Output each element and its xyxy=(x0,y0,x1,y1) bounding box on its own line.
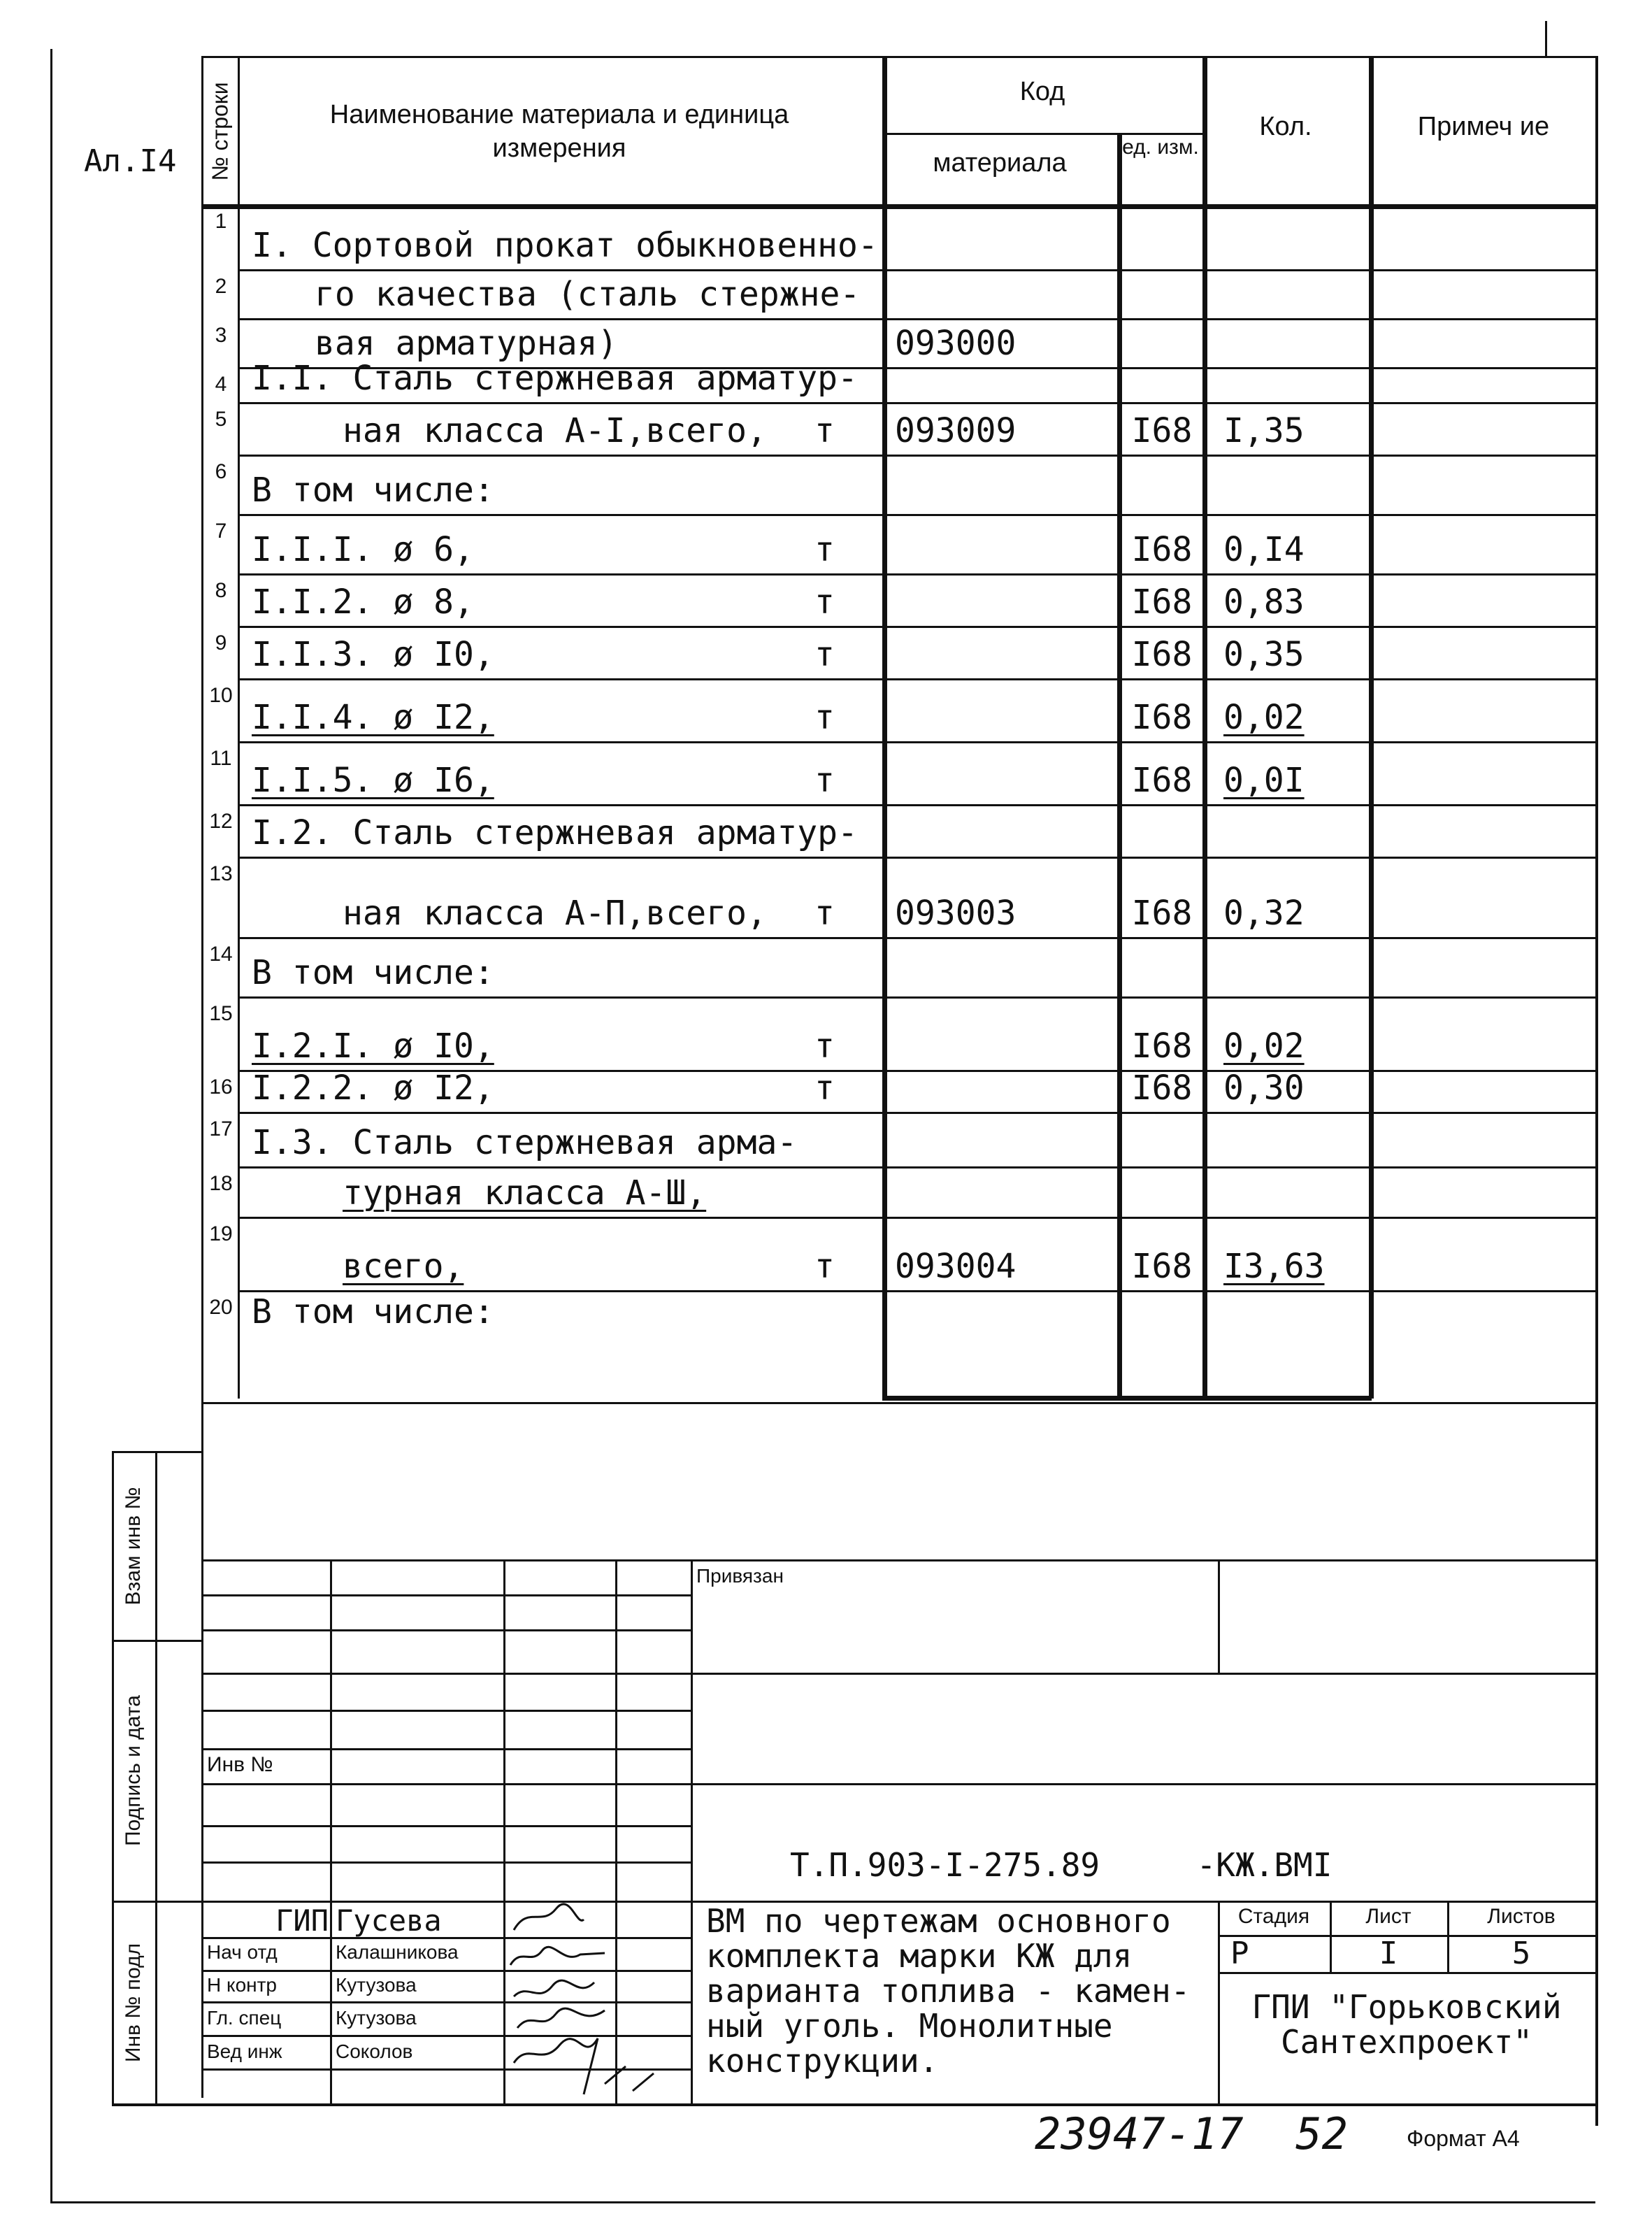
table-row-line xyxy=(238,318,1597,320)
cell-n: 13 xyxy=(209,862,233,885)
left-margin-line xyxy=(50,49,52,2203)
side-box-top xyxy=(112,1451,203,1453)
tb-line-3 xyxy=(201,1629,691,1631)
table-bottom-line xyxy=(882,1396,1372,1401)
person-name: Кутузова xyxy=(336,1974,417,1996)
tb-line-5 xyxy=(201,1710,691,1712)
cell-name: ная класса А-I,всего, xyxy=(343,411,767,450)
cell-name: В том числе: xyxy=(252,471,494,510)
table-row-line xyxy=(238,269,1597,271)
signature-scribbles xyxy=(500,1899,703,2108)
person-role: Вед инж xyxy=(207,2040,282,2062)
cell-unit: т xyxy=(814,1027,835,1066)
tb-col-1 xyxy=(330,1559,332,2103)
cell-uom: I68 xyxy=(1131,1027,1193,1066)
cell-n: 3 xyxy=(215,324,227,347)
col-rowno-divider xyxy=(238,56,240,1399)
cell-qty: 0,02 xyxy=(1223,1027,1305,1066)
cell-qty: 0,I4 xyxy=(1223,530,1305,569)
sheets-label: Листов xyxy=(1487,1905,1556,1928)
row-no-header: № строки xyxy=(207,82,233,181)
cell-code: 093003 xyxy=(895,894,1017,933)
name-header: Наименование материала и единица измерения xyxy=(329,100,789,163)
organization-name: ГПИ "Горьковский Сантехпроект" xyxy=(1251,1988,1562,2061)
person-role: Гл. спец xyxy=(207,2007,282,2029)
tb-col-attached xyxy=(1218,1559,1220,1673)
person-role: ГИП xyxy=(275,1903,329,1938)
col-code-divider xyxy=(1117,133,1122,1399)
sheets-value: 5 xyxy=(1511,1936,1531,1971)
code-unit-header: ед. изм. xyxy=(1122,136,1199,159)
cell-qty: 0,02 xyxy=(1223,698,1305,737)
cell-n: 16 xyxy=(209,1075,233,1099)
cell-uom: I68 xyxy=(1131,761,1193,800)
cell-uom: I68 xyxy=(1131,1068,1193,1108)
cell-unit: т xyxy=(814,582,835,622)
cell-qty: I3,63 xyxy=(1223,1247,1325,1286)
cell-qty: 0,0I xyxy=(1223,761,1305,800)
person-name: Кутузова xyxy=(336,2007,417,2029)
side-label-inv-orig: Инв № подл xyxy=(122,1943,145,2063)
stage-value: Р xyxy=(1230,1936,1249,1971)
cell-n: 10 xyxy=(209,684,233,707)
table-row-line xyxy=(238,455,1597,457)
tb-line-8 xyxy=(201,1825,691,1827)
table-row-line xyxy=(238,678,1597,680)
cell-n: 6 xyxy=(215,460,227,483)
cell-n: 19 xyxy=(209,1222,233,1245)
code-subheader-line xyxy=(882,133,1202,135)
cell-name: I.I.3. ø I0, xyxy=(252,635,494,674)
cell-n: 2 xyxy=(215,275,227,298)
cell-name: I.I. Сталь стержневая арматур- xyxy=(252,359,858,398)
tb-line-7 xyxy=(201,1783,1597,1785)
table-row-line xyxy=(238,1112,1597,1114)
cell-qty: 0,32 xyxy=(1223,894,1305,933)
person-name: Соколов xyxy=(336,2040,413,2062)
cell-n: 4 xyxy=(215,373,227,396)
qty-header: Кол. xyxy=(1259,112,1312,141)
cell-uom: I68 xyxy=(1131,635,1193,674)
cell-n: 9 xyxy=(215,631,227,655)
table-row-line xyxy=(238,514,1597,516)
cell-name: I. Сортовой прокат обыкновенно- xyxy=(252,226,878,265)
frame-top-line xyxy=(201,56,1597,58)
table-row-line xyxy=(238,741,1597,743)
tb-line-4 xyxy=(201,1673,1597,1675)
cell-name: I.I.4. ø I2, xyxy=(252,698,494,737)
cell-name: I.I.I. ø 6, xyxy=(252,530,474,569)
side-box-div1 xyxy=(112,1640,203,1642)
tb-line-6 xyxy=(201,1748,691,1750)
col-uom-divider xyxy=(1202,56,1207,1399)
cell-unit: т xyxy=(814,761,835,800)
tb-line-9 xyxy=(201,1861,691,1864)
cell-uom: I68 xyxy=(1131,582,1193,622)
cell-unit: т xyxy=(814,698,835,737)
cell-name: I.2.I. ø I0, xyxy=(252,1027,494,1066)
cell-name: В том числе: xyxy=(252,1292,494,1331)
table-row-line xyxy=(238,937,1597,939)
cell-n: 20 xyxy=(209,1296,233,1319)
cell-qty: 0,30 xyxy=(1223,1068,1305,1108)
sheet-label: Ал.I4 xyxy=(84,143,177,179)
document-code: Т.П.903-I-275.89 -КЖ.ВМI xyxy=(790,1846,1333,1884)
cell-unit: т xyxy=(814,894,835,933)
cell-n: 7 xyxy=(215,520,227,543)
cell-n: 14 xyxy=(209,943,233,966)
table-row-line xyxy=(238,1217,1597,1219)
inv-no-label: Инв № xyxy=(207,1753,273,1776)
cell-uom: I68 xyxy=(1131,1247,1193,1286)
bottom-frame-line xyxy=(50,2201,1595,2203)
cell-qty: 0,83 xyxy=(1223,582,1305,622)
cell-n: 5 xyxy=(215,408,227,431)
title-block-bottom xyxy=(112,2103,1597,2106)
document-description: ВМ по чертежам основного комплекта марки КЖ для варианта топлива - камен- ный уголь. Монолитные конструкции. xyxy=(706,1902,1191,2080)
attached-label: Привязан xyxy=(696,1565,784,1587)
cell-code: 093000 xyxy=(895,324,1017,363)
cell-unit: т xyxy=(814,635,835,674)
table-row-line xyxy=(238,573,1597,576)
side-box-mid xyxy=(155,1451,157,2105)
side-label-inv-replace: Взам инв № xyxy=(122,1487,145,1606)
person-role: Н контр xyxy=(207,1974,277,1996)
cell-name: В том числе: xyxy=(252,953,494,992)
code-material-header: материала xyxy=(933,148,1067,178)
cell-uom: I68 xyxy=(1131,530,1193,569)
col-name-divider xyxy=(882,56,887,1399)
note-header: Примеч ие xyxy=(1417,112,1550,141)
frame-left-line xyxy=(201,56,203,2098)
cell-n: 17 xyxy=(209,1117,233,1141)
cell-name: I.2.2. ø I2, xyxy=(252,1068,494,1108)
cell-name: турная класса А-Ш, xyxy=(343,1173,707,1213)
col-qty-divider xyxy=(1369,56,1374,1399)
tb-line-1 xyxy=(201,1559,1597,1561)
header-bottom-line xyxy=(201,204,1597,209)
code-header: Код xyxy=(1019,77,1065,106)
table-end-line xyxy=(201,1402,1597,1404)
cell-unit: т xyxy=(814,530,835,569)
cell-qty: 0,35 xyxy=(1223,635,1305,674)
cell-n: 8 xyxy=(215,579,227,602)
cell-uom: I68 xyxy=(1131,698,1193,737)
cell-name: I.3. Сталь стержневая арма- xyxy=(252,1123,798,1162)
cell-n: 18 xyxy=(209,1172,233,1195)
table-row-line xyxy=(238,626,1597,628)
table-row-line xyxy=(238,857,1597,859)
corner-tick xyxy=(1545,21,1547,56)
side-label-sign-date: Подпись и дата xyxy=(122,1695,145,1846)
table-row-line xyxy=(238,804,1597,806)
format-label: Формат А4 xyxy=(1407,2126,1520,2151)
cell-code: 093009 xyxy=(895,411,1017,450)
cell-name: вая арматурная) xyxy=(315,324,618,363)
cell-n: 15 xyxy=(209,1002,233,1025)
cell-n: 1 xyxy=(215,210,227,233)
sheet-value: I xyxy=(1379,1936,1398,1971)
person-name: Калашникова xyxy=(336,1941,459,1963)
sheet-label-caption: Лист xyxy=(1365,1905,1412,1928)
cell-name: го качества (сталь стержне- xyxy=(315,275,861,314)
person-name: Гусева xyxy=(336,1903,442,1938)
stage-label: Стадия xyxy=(1237,1905,1310,1928)
archive-number: 23947-17 52 xyxy=(1035,2108,1348,2159)
cell-name: ная класса А-П,всего, xyxy=(343,894,767,933)
table-row-line xyxy=(238,402,1597,404)
frame-right-line xyxy=(1595,56,1598,2126)
cell-unit: т xyxy=(814,1247,835,1286)
cell-name: I.2. Сталь стержневая арматур- xyxy=(252,813,858,852)
table-row-line xyxy=(238,1166,1597,1168)
cell-unit: т xyxy=(814,411,835,450)
tb-stage-line-2 xyxy=(1218,1972,1597,1974)
person-role: Нач отд xyxy=(207,1941,278,1963)
cell-name: I.I.2. ø 8, xyxy=(252,582,474,622)
cell-n: 12 xyxy=(209,810,233,833)
cell-qty: I,35 xyxy=(1223,411,1305,450)
cell-uom: I68 xyxy=(1131,894,1193,933)
cell-uom: I68 xyxy=(1131,411,1193,450)
cell-n: 11 xyxy=(210,747,232,770)
cell-name: I.I.5. ø I6, xyxy=(252,761,494,800)
side-box-div2 xyxy=(112,1901,203,1903)
table-row-line xyxy=(238,996,1597,999)
tb-line-2 xyxy=(201,1594,691,1596)
cell-name: всего, xyxy=(343,1247,464,1286)
cell-code: 093004 xyxy=(895,1247,1017,1286)
cell-unit: т xyxy=(814,1068,835,1108)
